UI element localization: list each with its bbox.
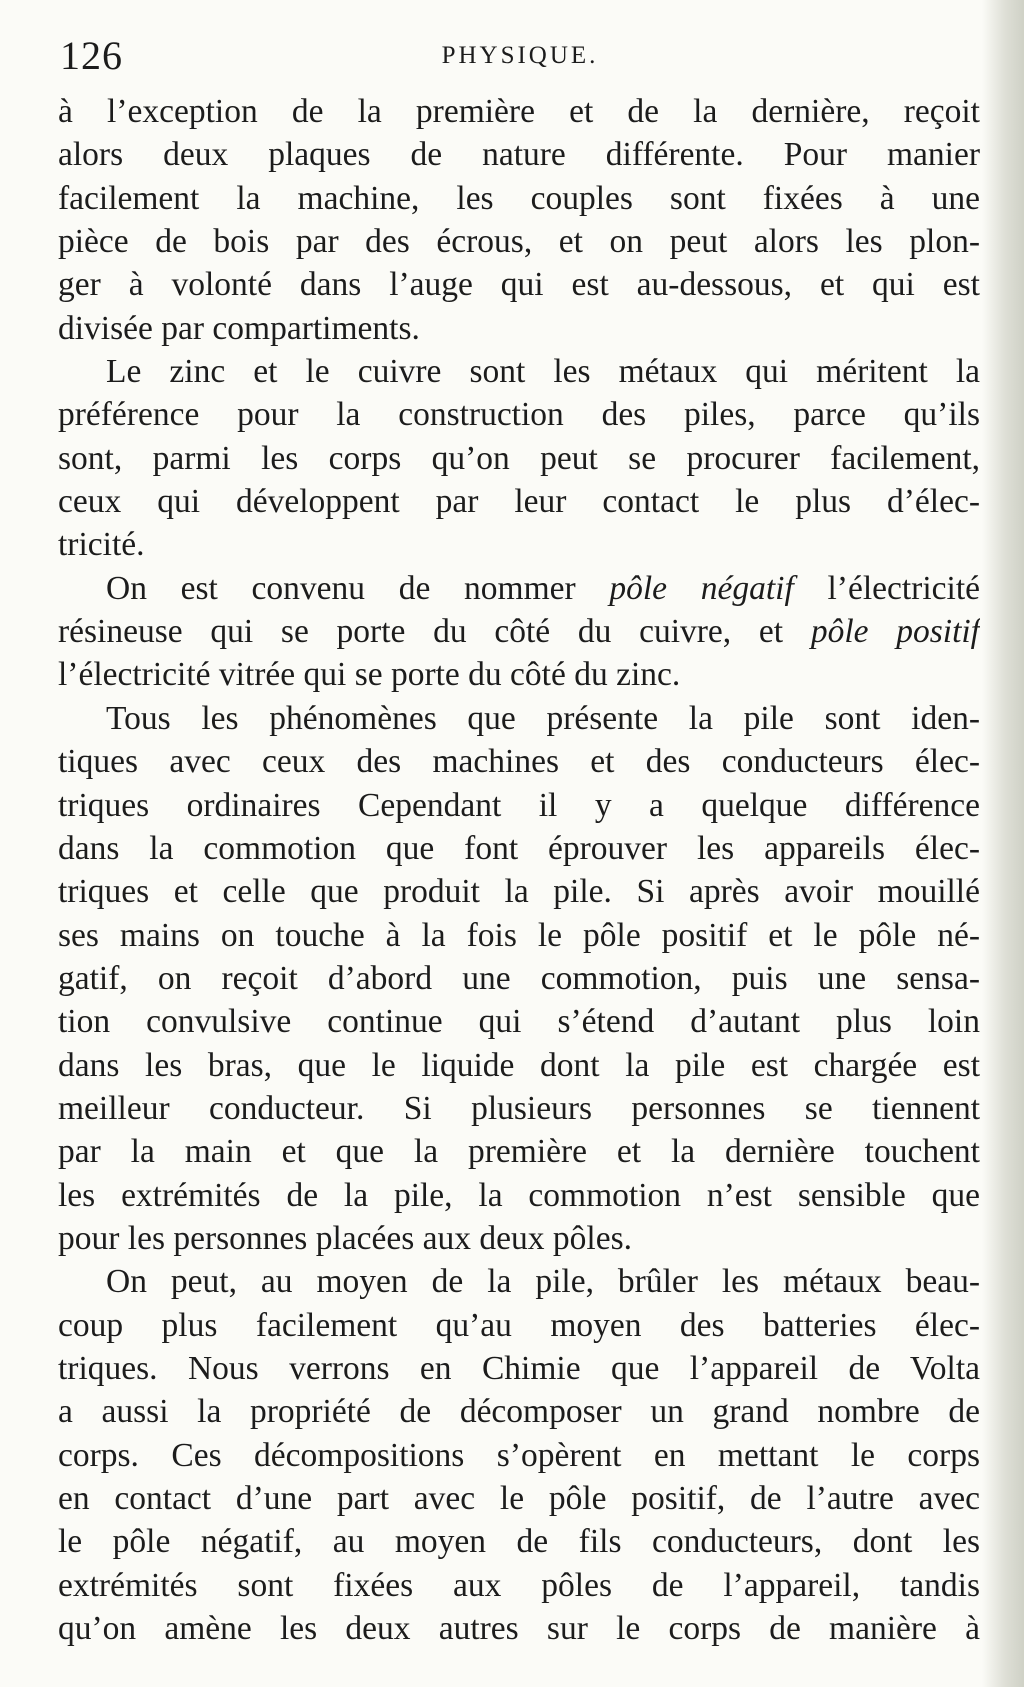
text-segment: pour les personnes placées aux deux pôles. — [58, 1219, 632, 1257]
text-line — [58, 177, 980, 220]
text-line — [58, 1520, 980, 1563]
running-title: PHYSIQUE. — [441, 42, 599, 69]
text-segment: meilleur conducteur. Si plusieurs personnes se tiennent — [58, 1089, 980, 1127]
text-line — [58, 133, 980, 176]
text-segment: dans la commotion que font éprouver les appareils élec- — [58, 829, 980, 867]
text-line — [58, 523, 980, 566]
text-segment: les extrémités de la pile, la commotion n’est sensible que — [58, 1176, 980, 1214]
text-line — [58, 1477, 980, 1520]
text-line — [58, 1390, 980, 1433]
text-line — [58, 1434, 980, 1477]
page-number: 126 — [60, 33, 123, 78]
text-line — [58, 307, 980, 350]
text-segment: On est convenu de nommer — [106, 569, 610, 607]
text-segment: ses mains on touche à la fois le pôle positif et le pôle né- — [58, 916, 980, 954]
text-line — [58, 480, 980, 523]
text-segment: triques ordinaires Cependant il y a quelque différence — [58, 786, 980, 824]
text-segment: ger à volonté dans l’auge qui est au-dessous, et qui est — [58, 266, 980, 304]
text-segment: triques. Nous verrons en Chimie que l’appareil de Volta — [58, 1349, 980, 1387]
text-line — [58, 1304, 980, 1347]
text-line — [58, 567, 980, 610]
text-segment: par la main et que la première et la dernière touchent — [58, 1133, 980, 1171]
text-segment: le pôle négatif, au moyen de fils conducteurs, dont les — [58, 1523, 980, 1561]
italic-term: pôle positif — [810, 613, 980, 651]
text-segment: Tous les phénomènes que présente la pile sont iden- — [106, 699, 980, 737]
text-line — [58, 1130, 980, 1173]
text-segment: tion convulsive continue qui s’étend d’autant plus loin — [58, 1003, 980, 1041]
text-line — [58, 1260, 980, 1303]
text-line — [58, 1347, 980, 1390]
text-segment: pièce de bois par des écrous, et on peut alors les plon- — [58, 223, 980, 261]
text-line — [58, 740, 980, 783]
text-segment: l’électricité vitrée qui se porte du côté du zinc. — [58, 656, 681, 694]
text-line — [58, 90, 980, 133]
text-line — [58, 350, 980, 393]
text-segment: alors deux plaques de nature différente. Pour manier — [58, 136, 980, 174]
page-header — [60, 28, 980, 84]
page-body-text — [58, 90, 980, 1650]
text-segment: corps. Ces décompositions s’opèrent en mettant le corps — [58, 1436, 980, 1474]
text-line — [58, 1044, 980, 1087]
page-edge-shadow — [982, 0, 1024, 1687]
text-segment: coup plus facilement qu’au moyen des batteries élec- — [58, 1306, 980, 1344]
text-line — [58, 1607, 980, 1650]
text-segment: résineuse qui se porte du côté du cuivre, et — [58, 613, 811, 651]
text-segment: extrémités sont fixées aux pôles de l’appareil, tandis — [58, 1566, 980, 1604]
text-line — [58, 437, 980, 480]
text-line — [58, 1000, 980, 1043]
text-segment: en contact d’une part avec le pôle positif, de l’autre avec — [58, 1480, 980, 1517]
italic-term: pôle négatif — [609, 569, 794, 607]
text-segment: triques et celle que produit la pile. Si après avoir mouillé — [58, 873, 980, 911]
text-line — [58, 870, 980, 913]
text-segment: facilement la machine, les couples sont fixées à une — [58, 179, 980, 217]
text-segment: sont, parmi les corps qu’on peut se procurer facilement, — [58, 439, 980, 477]
text-line — [58, 653, 980, 696]
text-segment: ceux qui développent par leur contact le plus d’élec- — [58, 483, 980, 521]
text-line — [58, 1174, 980, 1217]
text-segment: Le zinc et le cuivre sont les métaux qui méritent la — [106, 353, 980, 391]
text-line — [58, 827, 980, 870]
text-segment: divisée par compartiments. — [58, 309, 420, 347]
text-segment: gatif, on reçoit d’abord une commotion, puis une sensa- — [58, 959, 980, 997]
text-segment: l’électricité — [793, 569, 980, 607]
text-line — [58, 697, 980, 740]
text-line — [58, 1087, 980, 1130]
text-segment: On peut, au moyen de la pile, brûler les métaux beau- — [106, 1263, 980, 1301]
text-line — [58, 220, 980, 263]
text-segment: tricité. — [58, 526, 145, 564]
text-line — [58, 610, 980, 653]
text-segment: préférence pour la construction des piles, parce qu’ils — [58, 396, 980, 434]
text-line — [58, 263, 980, 306]
text-line — [58, 393, 980, 436]
text-line — [58, 1217, 980, 1260]
text-segment: à l’exception de la première et de la dernière, reçoit — [58, 93, 980, 130]
text-segment: tiques avec ceux des machines et des conducteurs élec- — [58, 743, 980, 781]
text-line — [58, 914, 980, 957]
text-segment: a aussi la propriété de décomposer un grand nombre de — [58, 1393, 980, 1431]
text-line — [58, 1564, 980, 1607]
text-segment: qu’on amène les deux autres sur le corps de manière à — [58, 1610, 980, 1648]
text-line — [58, 957, 980, 1000]
text-segment: dans les bras, que le liquide dont la pile est chargée est — [58, 1046, 980, 1084]
text-line — [58, 784, 980, 827]
